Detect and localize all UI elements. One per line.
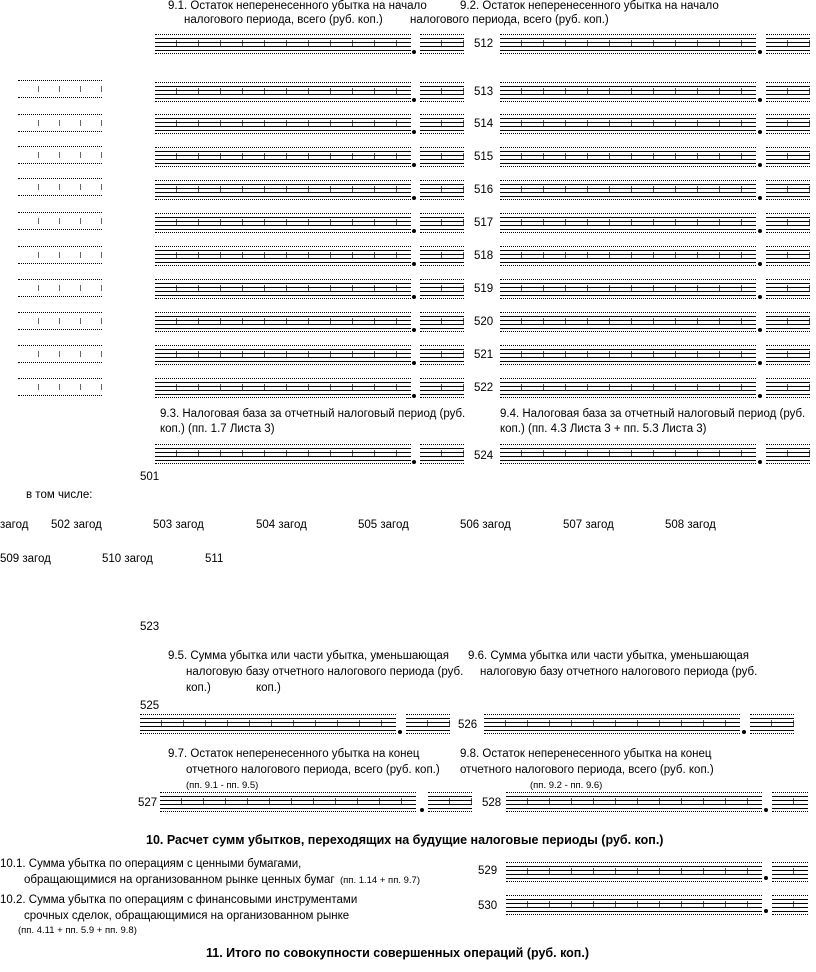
code-513: 513 xyxy=(474,86,494,98)
field-9-1-kop[interactable] xyxy=(420,114,464,134)
field-9-1-kop[interactable] xyxy=(420,82,464,102)
field-9-2-kop[interactable] xyxy=(766,378,810,398)
field-9-1-kop[interactable] xyxy=(420,213,464,233)
decimal-dot xyxy=(758,460,762,464)
decimal-dot xyxy=(758,361,762,365)
decimal-dot xyxy=(412,50,416,54)
field-9-1-rub[interactable] xyxy=(155,279,411,299)
code-527: 527 xyxy=(138,797,158,809)
header-9-3-line1: 9.3. Налоговая база за отчетный налоговый период (руб. xyxy=(160,408,466,420)
left-cell-block[interactable] xyxy=(18,178,102,196)
header-9-3-line2: коп.) (пп. 1.7 Листа 3) xyxy=(160,423,275,435)
header-9-8-line3: (пп. 9.2 - пп. 9.6) xyxy=(530,780,603,791)
field-9-5-rub[interactable] xyxy=(140,714,396,734)
field-9-1-rub[interactable] xyxy=(155,378,411,398)
field-9-2-rub[interactable] xyxy=(500,246,756,266)
field-9-2-kop[interactable] xyxy=(766,312,810,332)
in-that-label: в том числе: xyxy=(26,489,93,501)
year-label: 503 загод xyxy=(153,519,204,531)
field-10-2-kop[interactable] xyxy=(772,895,808,915)
field-9-6-rub[interactable] xyxy=(484,714,740,734)
decimal-dot xyxy=(758,295,762,299)
code-515: 515 xyxy=(474,151,494,163)
field-9-4-rub[interactable] xyxy=(500,444,756,464)
header-9-8-line1: 9.8. Остаток неперенесенного убытка на конец xyxy=(460,748,712,760)
header-9-8-line2: отчетного налогового периода, всего (руб. коп.) xyxy=(460,764,714,776)
field-9-6-kop[interactable] xyxy=(750,714,794,734)
left-cell-block[interactable] xyxy=(18,378,102,396)
header-9-2-line1: 9.2. Остаток неперенесенного убытка на начало xyxy=(460,0,719,12)
decimal-dot xyxy=(758,229,762,233)
field-9-2-rub[interactable] xyxy=(500,312,756,332)
decimal-dot xyxy=(758,130,762,134)
decimal-dot xyxy=(742,730,746,734)
field-9-7-kop[interactable] xyxy=(428,792,472,812)
field-9-2-kop[interactable] xyxy=(766,147,810,167)
header-9-4-line1: 9.4. Налоговая база за отчетный налоговый период (руб. xyxy=(500,408,806,420)
decimal-dot xyxy=(758,196,762,200)
field-9-2-kop[interactable] xyxy=(766,34,810,54)
left-cell-block[interactable] xyxy=(18,146,102,164)
field-9-2-kop[interactable] xyxy=(766,82,810,102)
header-9-6-line1: 9.6. Сумма убытка или части убытка, уменьшающая xyxy=(468,650,750,662)
s102-line1: 10.2. Сумма убытка по операциям с финансовыми инструментами xyxy=(0,894,358,906)
code-522: 522 xyxy=(474,382,494,394)
field-9-2-rub[interactable] xyxy=(500,180,756,200)
field-9-1-kop[interactable] xyxy=(420,180,464,200)
decimal-dot xyxy=(758,163,762,167)
field-9-2-kop[interactable] xyxy=(766,114,810,134)
code-523: 523 xyxy=(140,621,160,633)
left-cell-block[interactable] xyxy=(18,246,102,264)
field-9-2-rub[interactable] xyxy=(500,114,756,134)
header-9-6-line3: коп.) xyxy=(256,682,281,694)
header-9-1-line1: 9.1. Остаток неперенесенного убытка на начало xyxy=(168,0,427,12)
year-label: 506 загод xyxy=(460,519,511,531)
field-9-2-rub[interactable] xyxy=(500,34,756,54)
code-528: 528 xyxy=(482,797,502,809)
field-9-8-rub[interactable] xyxy=(506,792,762,812)
code-519: 519 xyxy=(474,283,494,295)
code-516: 516 xyxy=(474,184,494,196)
header-9-7-line1: 9.7. Остаток неперенесенного убытка на конец xyxy=(168,748,420,760)
field-9-2-rub[interactable] xyxy=(500,378,756,398)
field-9-1-rub[interactable] xyxy=(155,180,411,200)
field-9-2-kop[interactable] xyxy=(766,180,810,200)
decimal-dot xyxy=(758,262,762,266)
field-9-1-kop[interactable] xyxy=(420,147,464,167)
header-9-5-line2: налоговую базу отчетного налогового периода (руб. xyxy=(186,666,464,678)
field-9-1-rub[interactable] xyxy=(155,114,411,134)
field-9-2-kop[interactable] xyxy=(766,213,810,233)
field-9-2-rub[interactable] xyxy=(500,213,756,233)
code-512: 512 xyxy=(474,38,494,50)
left-cell-block[interactable] xyxy=(18,212,102,230)
header-9-7-line2: отчетного налогового периода, всего (руб. коп.) xyxy=(186,764,440,776)
header-9-5-line3: коп.) xyxy=(186,682,211,694)
decimal-dot xyxy=(412,98,416,102)
decimal-dot xyxy=(758,394,762,398)
decimal-dot xyxy=(758,50,762,54)
s102-line2: срочных сделок, обращающимися на организованном рынке xyxy=(24,910,350,922)
s101-line1: 10.1. Сумма убытка по операциям с ценными бумагами, xyxy=(0,858,302,870)
code-517: 517 xyxy=(474,217,494,229)
field-9-2-kop[interactable] xyxy=(766,345,810,365)
year-label: 505 загод xyxy=(358,519,409,531)
field-10-2-rub[interactable] xyxy=(506,895,762,915)
decimal-dot xyxy=(412,361,416,365)
decimal-dot xyxy=(764,808,768,812)
header-9-7-line3: (пп. 9.1 - пп. 9.5) xyxy=(186,780,259,791)
decimal-dot xyxy=(412,229,416,233)
header-9-4-line2: коп.) (пп. 4.3 Листа 3 + пп. 5.3 Листа 3) xyxy=(500,423,707,435)
year-label: 509 загод xyxy=(0,553,51,565)
decimal-dot xyxy=(758,328,762,332)
field-9-3-kop[interactable] xyxy=(420,444,464,464)
code-521: 521 xyxy=(474,349,494,361)
field-9-1-rub[interactable] xyxy=(155,34,411,54)
field-9-7-rub[interactable] xyxy=(160,792,416,812)
field-9-2-rub[interactable] xyxy=(500,279,756,299)
year-label: 511 xyxy=(205,553,224,565)
s101-line2: обращающимися на организованном рынке ценных бумаг xyxy=(24,874,335,886)
field-9-1-rub[interactable] xyxy=(155,345,411,365)
field-9-1-rub[interactable] xyxy=(155,246,411,266)
field-10-1-rub[interactable] xyxy=(506,862,762,882)
field-9-1-kop[interactable] xyxy=(420,378,464,398)
decimal-dot xyxy=(412,394,416,398)
left-cell-block[interactable] xyxy=(18,80,102,98)
field-9-1-kop[interactable] xyxy=(420,312,464,332)
decimal-dot xyxy=(420,808,424,812)
decimal-dot xyxy=(764,876,768,880)
field-9-1-kop[interactable] xyxy=(420,34,464,54)
field-9-1-rub[interactable] xyxy=(155,213,411,233)
left-cell-block[interactable] xyxy=(18,114,102,132)
field-9-1-kop[interactable] xyxy=(420,345,464,365)
year-label: 502 загод xyxy=(51,519,102,531)
code-530: 530 xyxy=(478,900,498,912)
left-cell-block[interactable] xyxy=(18,312,102,330)
field-9-1-rub[interactable] xyxy=(155,312,411,332)
year-label: 504 загод xyxy=(256,519,307,531)
code-501: 501 xyxy=(140,471,160,483)
field-9-2-rub[interactable] xyxy=(500,147,756,167)
left-cell-block[interactable] xyxy=(18,345,102,363)
code-518: 518 xyxy=(474,250,494,262)
field-9-2-rub[interactable] xyxy=(500,345,756,365)
year-label: 510 загод xyxy=(102,553,153,565)
field-9-1-rub[interactable] xyxy=(155,82,411,102)
field-9-1-rub[interactable] xyxy=(155,147,411,167)
section-11-title: 11. Итого по совокупности совершенных операций (руб. коп.) xyxy=(206,946,589,960)
header-9-2-line2: налогового периода, всего (руб. коп.) xyxy=(410,14,609,26)
field-9-5-kop[interactable] xyxy=(406,714,450,734)
header-9-6-line2: налоговую базу отчетного налогового периода (руб. xyxy=(480,666,758,678)
field-9-4-kop[interactable] xyxy=(766,444,810,464)
decimal-dot xyxy=(412,130,416,134)
field-9-3-rub[interactable] xyxy=(155,444,411,464)
left-cell-block[interactable] xyxy=(18,279,102,297)
field-9-2-rub[interactable] xyxy=(500,82,756,102)
header-9-5-line1: 9.5. Сумма убытка или части убытка, уменьшающая xyxy=(168,650,450,662)
year-label: загод xyxy=(0,519,29,531)
field-9-1-kop[interactable] xyxy=(420,246,464,266)
code-524: 524 xyxy=(474,450,494,462)
decimal-dot xyxy=(412,295,416,299)
field-9-1-kop[interactable] xyxy=(420,279,464,299)
section-10-title: 10. Расчет сумм убытков, переходящих на будущие налоговые периоды (руб. коп.) xyxy=(146,833,664,847)
code-520: 520 xyxy=(474,316,494,328)
s101-ref: (пп. 1.14 + пп. 9.7) xyxy=(340,875,420,886)
year-label: 508 загод xyxy=(665,519,716,531)
code-514: 514 xyxy=(474,118,494,130)
header-9-1-line2: налогового периода, всего (руб. коп.) xyxy=(184,14,383,26)
code-525: 525 xyxy=(140,700,160,712)
code-526: 526 xyxy=(458,719,478,731)
year-label: 507 загод xyxy=(563,519,614,531)
decimal-dot xyxy=(398,730,402,734)
field-9-2-kop[interactable] xyxy=(766,279,810,299)
field-9-8-kop[interactable] xyxy=(772,792,808,812)
decimal-dot xyxy=(764,909,768,913)
code-529: 529 xyxy=(478,865,498,877)
decimal-dot xyxy=(412,262,416,266)
decimal-dot xyxy=(412,460,416,464)
field-10-1-kop[interactable] xyxy=(772,862,808,882)
s102-ref: (пп. 4.11 + пп. 5.9 + пп. 9.8) xyxy=(18,925,137,936)
decimal-dot xyxy=(412,196,416,200)
field-9-2-kop[interactable] xyxy=(766,246,810,266)
decimal-dot xyxy=(758,98,762,102)
decimal-dot xyxy=(412,163,416,167)
decimal-dot xyxy=(412,328,416,332)
